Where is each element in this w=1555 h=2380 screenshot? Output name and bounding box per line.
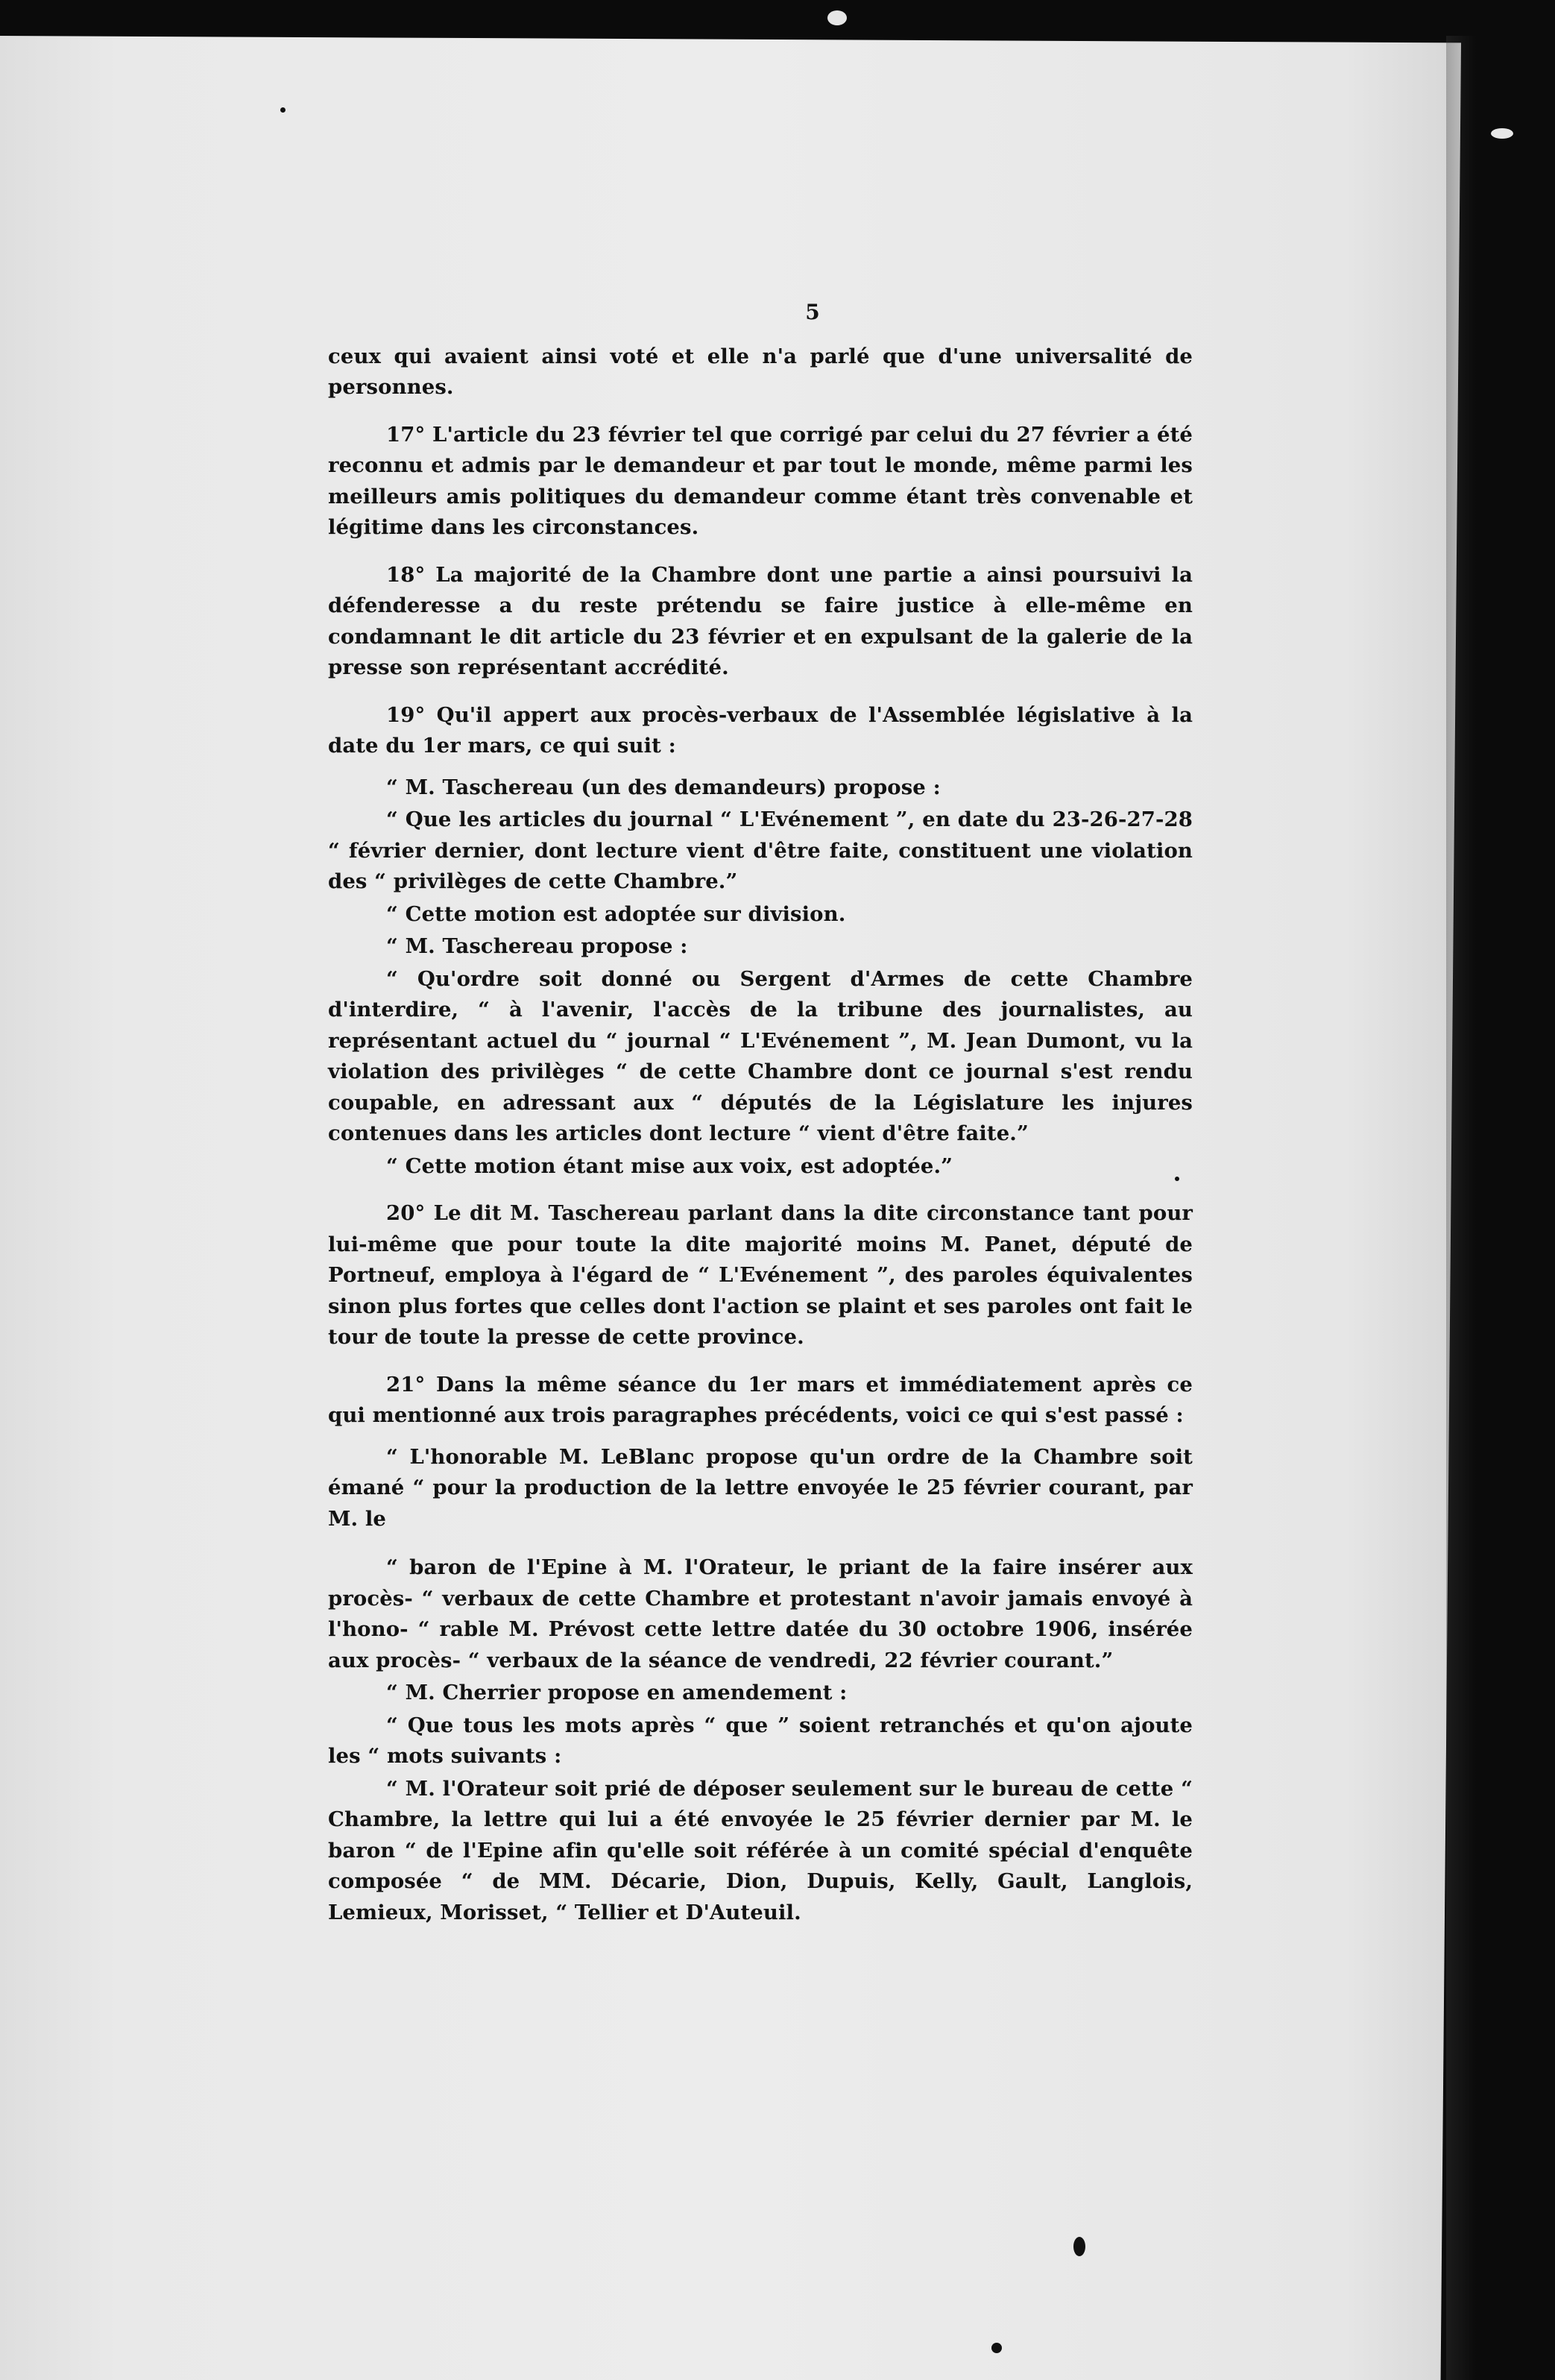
dust-speck [1073, 2237, 1085, 2256]
dust-speck [991, 2343, 1002, 2353]
quoted-minutes-line: “ M. Taschereau (un des demandeurs) propose : [386, 775, 941, 799]
paragraph-20: 20° Le dit M. Taschereau parlant dans la dite circonstance tant pour lui-même que pour toute la dite majorité moins M. Panet, député de Portneuf, employa à l'égard de “ L'Evénement ”, des paroles équivalentes sinon plus fortes que celles dont l'action se plaint et ses paroles ont fait le tour de toute la presse de cette province. [328, 1201, 1193, 1349]
quoted-minutes-line: “ Que les articles du journal “ L'Evénement ”, en date du 23-26-27-28 “ février dernier, dont lecture vient d'être faite, constituent une violation des “ privilèges de cette Chambre.” [328, 808, 1193, 893]
quoted-minutes-line: “ M. l'Orateur soit prié de déposer seulement sur le bureau de cette “ Chambre, la lettre qui lui a été envoyée le 25 février dernier par M. le baron “ de l'Epine afin qu'elle soit référée à un comité spécial d'enquête composée “ de MM. Décarie, Dion, Dupuis, Kelly, Gault, Langlois, Lemieux, Morisset, “ Tellier et D'Auteuil. [328, 1776, 1193, 1924]
paragraph-21: 21° Dans la même séance du 1er mars et immédiatement après ce qui mentionné aux trois paragraphes précédents, voici ce qui s'est passé : [328, 1372, 1193, 1427]
quoted-minutes-line: “ Que tous les mots après “ que ” soient retranchés et qu'on ajoute les “ mots suivants : [328, 1713, 1193, 1768]
document-body [328, 297, 1193, 1930]
dust-speck [280, 107, 286, 113]
dust-speck [1491, 128, 1513, 139]
paragraph-18: 18° La majorité de la Chambre dont une partie a ainsi poursuivi la défenderesse a du reste prétendu se faire justice à elle-même en condamnant le dit article du 23 février et en expulsant de la galerie de la presse son représentant accrédité. [328, 562, 1193, 679]
line-gap [328, 1536, 1193, 1552]
page-edge-shadow [1446, 36, 1476, 2380]
quoted-minutes-line: “ Qu'ordre soit donné ou Sergent d'Armes de cette Chambre d'interdire, “ à l'avenir, l'accès de la tribune des journalistes, au représentant actuel du “ journal “ L'Evénement ”, M. Jean Dumont, vu la violation des privilèges “ de cette Chambre dont ce journal s'est rendu coupable, en adressant aux “ députés de la Législature les injures contenues dans les articles dont lecture “ vient d'être faite.” [328, 966, 1193, 1145]
paragraph-17: 17° L'article du 23 février tel que corrigé par celui du 27 février a été reconnu et admis par le demandeur et par tout le monde, même parmi les meilleurs amis politiques du demandeur comme étant très convenable et légitime dans les circonstances. [328, 422, 1193, 539]
quoted-minutes-line: “ M. Taschereau propose : [386, 934, 688, 958]
quoted-minutes-line: “ baron de l'Epine à M. l'Orateur, le priant de la faire insérer aux procès- “ verbaux de cette Chambre et protestant n'avoir jamais envoyé à l'hono- “ rable M. Prévost cette lettre datée du 30 octobre 1906, insérée aux procès- “ verbaux de la séance de vendredi, 22 février courant.” [328, 1555, 1193, 1672]
page-number: 5 [805, 300, 820, 324]
quoted-minutes-line: “ L'honorable M. LeBlanc propose qu'un ordre de la Chambre soit émané “ pour la production de la lettre envoyée le 25 février courant, par M. le [328, 1444, 1193, 1531]
paragraph-19: 19° Qu'il appert aux procès-verbaux de l'Assemblée législative à la date du 1er mars, ce qui suit : [328, 702, 1193, 758]
quoted-minutes-line: “ M. Cherrier propose en amendement : [386, 1681, 848, 1704]
paragraph-continuation: ceux qui avaient ainsi voté et elle n'a parlé que d'une universalité de personnes. [328, 344, 1193, 399]
quoted-minutes-line: “ Cette motion étant mise aux voix, est adoptée.” [386, 1153, 953, 1178]
dust-speck [827, 10, 847, 25]
quoted-minutes-line: “ Cette motion est adoptée sur division. [386, 901, 846, 926]
